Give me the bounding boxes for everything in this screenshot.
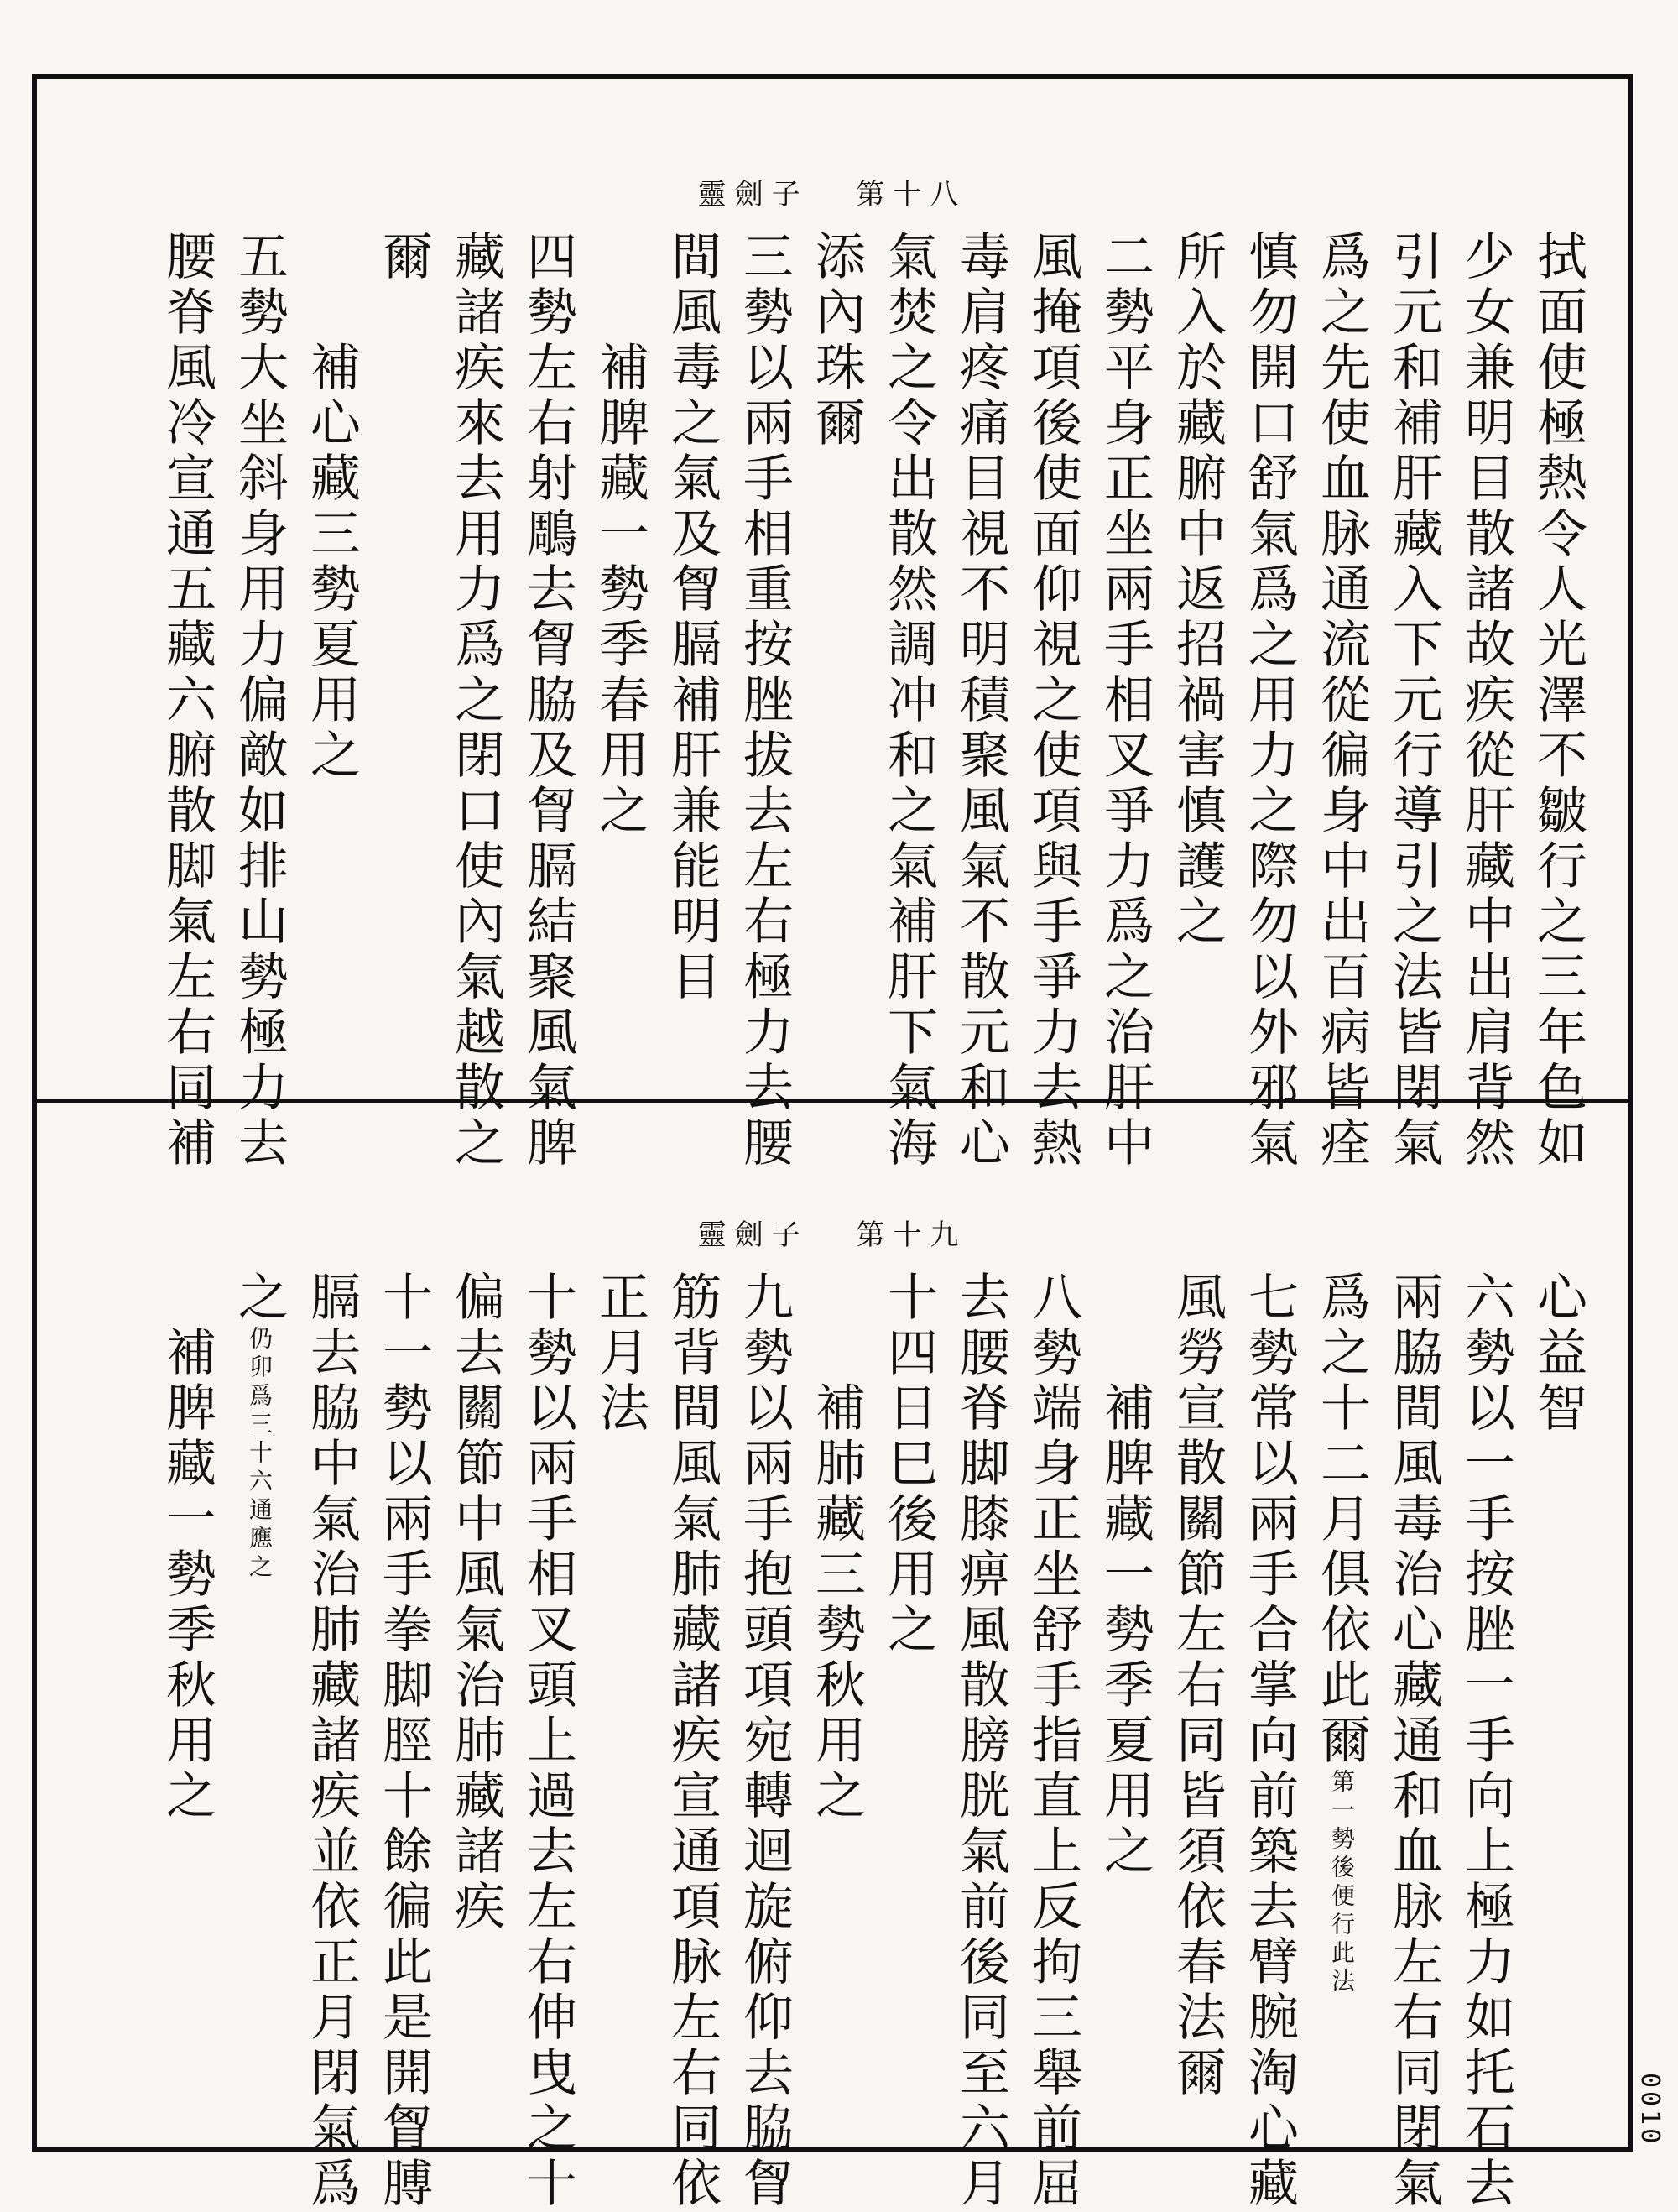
text-column: 藏諸疾來去用力爲之閉口使內氣越散之 [446, 230, 505, 1171]
text-column: 偏去關節中風氣治肺藏諸疾 [446, 1270, 505, 1935]
top-book-title: 靈劍子 [697, 178, 809, 211]
text-column: 六勢以一手按脞一手向上極力如托石去 [1457, 1270, 1515, 2212]
text-column: 添內珠爾 [807, 230, 866, 451]
text-column: 九勢以兩手抱頭項宛轉迴旋俯仰去脇胷 [735, 1270, 794, 2212]
text-column: 風勞宣散關節左右同皆須依春法爾 [1168, 1270, 1227, 2101]
top-page-label: 第十八 [856, 178, 967, 211]
text-column: 拭面使極熱令人光澤不皺行之三年色如 [1529, 230, 1587, 1171]
text-column: 間風毒之氣及胷膈補肝兼能明目 [663, 230, 722, 1005]
section-heading: 補脾藏一勢季夏用之 [1096, 1381, 1154, 1880]
text-column: 風掩項後使面仰視之使項與手爭力去熱 [1024, 230, 1082, 1171]
text-column: 筋背間風氣肺藏諸疾宣通項脉左右同依 [663, 1270, 722, 2212]
bottom-page [37, 1103, 1628, 2212]
text-column: 八勢端身正坐舒手指直上反拘三舉前屈 [1024, 1270, 1082, 2212]
text-column: 腰脊風冷宣通五藏六腑散脚氣左右同補 [158, 230, 216, 1171]
bottom-page-label: 第十九 [856, 1218, 967, 1252]
section-heading: 補脾藏一勢季春用之 [591, 341, 649, 839]
section-heading: 補肺藏三勢秋用之 [807, 1381, 866, 1824]
scripture-sheet [32, 74, 1633, 2212]
text-column: 毒肩疼痛目視不明積聚風氣不散元和心 [951, 230, 1010, 1171]
text-column: 引元和補肝藏入下元行導引之法皆閉氣 [1384, 230, 1443, 1171]
text-column: 十勢以兩手相叉頭上過去左右伸曳之十 [519, 1270, 577, 2212]
bottom-text-columns [70, 1270, 1594, 2212]
text-column: 三勢以兩手相重按脞拔去左右極力去腰 [735, 230, 794, 1171]
text-column: 五勢大坐斜身用力偏敵如排山勢極力去 [230, 230, 289, 1171]
inline-note: 仍卯爲三十六通應之 [246, 1326, 274, 1583]
text-column-main: 爲之十二月俱依此爾 [1312, 1270, 1371, 1769]
page-number: 0010 [1635, 2072, 1665, 2147]
text-column [1305, 1270, 1378, 2212]
section-heading: 補心藏三勢夏用之 [302, 341, 361, 784]
top-text-columns [70, 230, 1594, 1171]
bottom-page-header [683, 1212, 982, 1253]
text-column: 爾 [374, 230, 433, 285]
text-column: 慎勿開口舒氣爲之用力之際勿以外邪氣 [1240, 230, 1299, 1171]
text-column: 二勢平身正坐兩手相叉爭力爲之治肝中 [1096, 230, 1154, 1171]
section-heading: 補脾藏一勢季秋用之 [158, 1326, 216, 1824]
text-column: 去腰脊脚膝痹風散膀胱氣前後同至六月 [951, 1270, 1010, 2212]
text-column: 膈去脇中氣治肺藏諸疾並依正月閉氣爲 [302, 1270, 361, 2212]
text-column: 四勢左右射鵰去胷脇及胷膈結聚風氣脾 [519, 230, 577, 1171]
text-column: 十四日巳後用之 [879, 1270, 938, 1658]
text-column: 少女兼明目散諸故疾從肝藏中出肩背然 [1457, 230, 1515, 1171]
text-column: 兩脇間風毒治心藏通和血脉左右同閉氣 [1384, 1270, 1443, 2212]
text-column: 爲之先使血脉通流從徧身中出百病皆痊 [1312, 230, 1371, 1171]
top-page [37, 79, 1628, 1171]
text-column-main: 之 [230, 1270, 289, 1326]
inline-note: 第一勢後便行此法 [1328, 1769, 1356, 1997]
top-page-header [683, 171, 982, 212]
text-column: 氣焚之令出散然調冲和之氣補肝下氣海 [879, 230, 938, 1171]
text-column: 正月法 [591, 1270, 649, 1437]
text-column: 心益智 [1529, 1270, 1587, 1437]
text-column: 所入於藏腑中返招禍害慎護之 [1168, 230, 1227, 950]
text-column [223, 1270, 295, 2212]
text-column: 十一勢以兩手拳脚脛十餘徧此是開胷膊 [374, 1270, 433, 2212]
bottom-book-title: 靈劍子 [697, 1218, 809, 1252]
text-column: 七勢常以兩手合掌向前築去臂腕淘心藏 [1240, 1270, 1299, 2212]
